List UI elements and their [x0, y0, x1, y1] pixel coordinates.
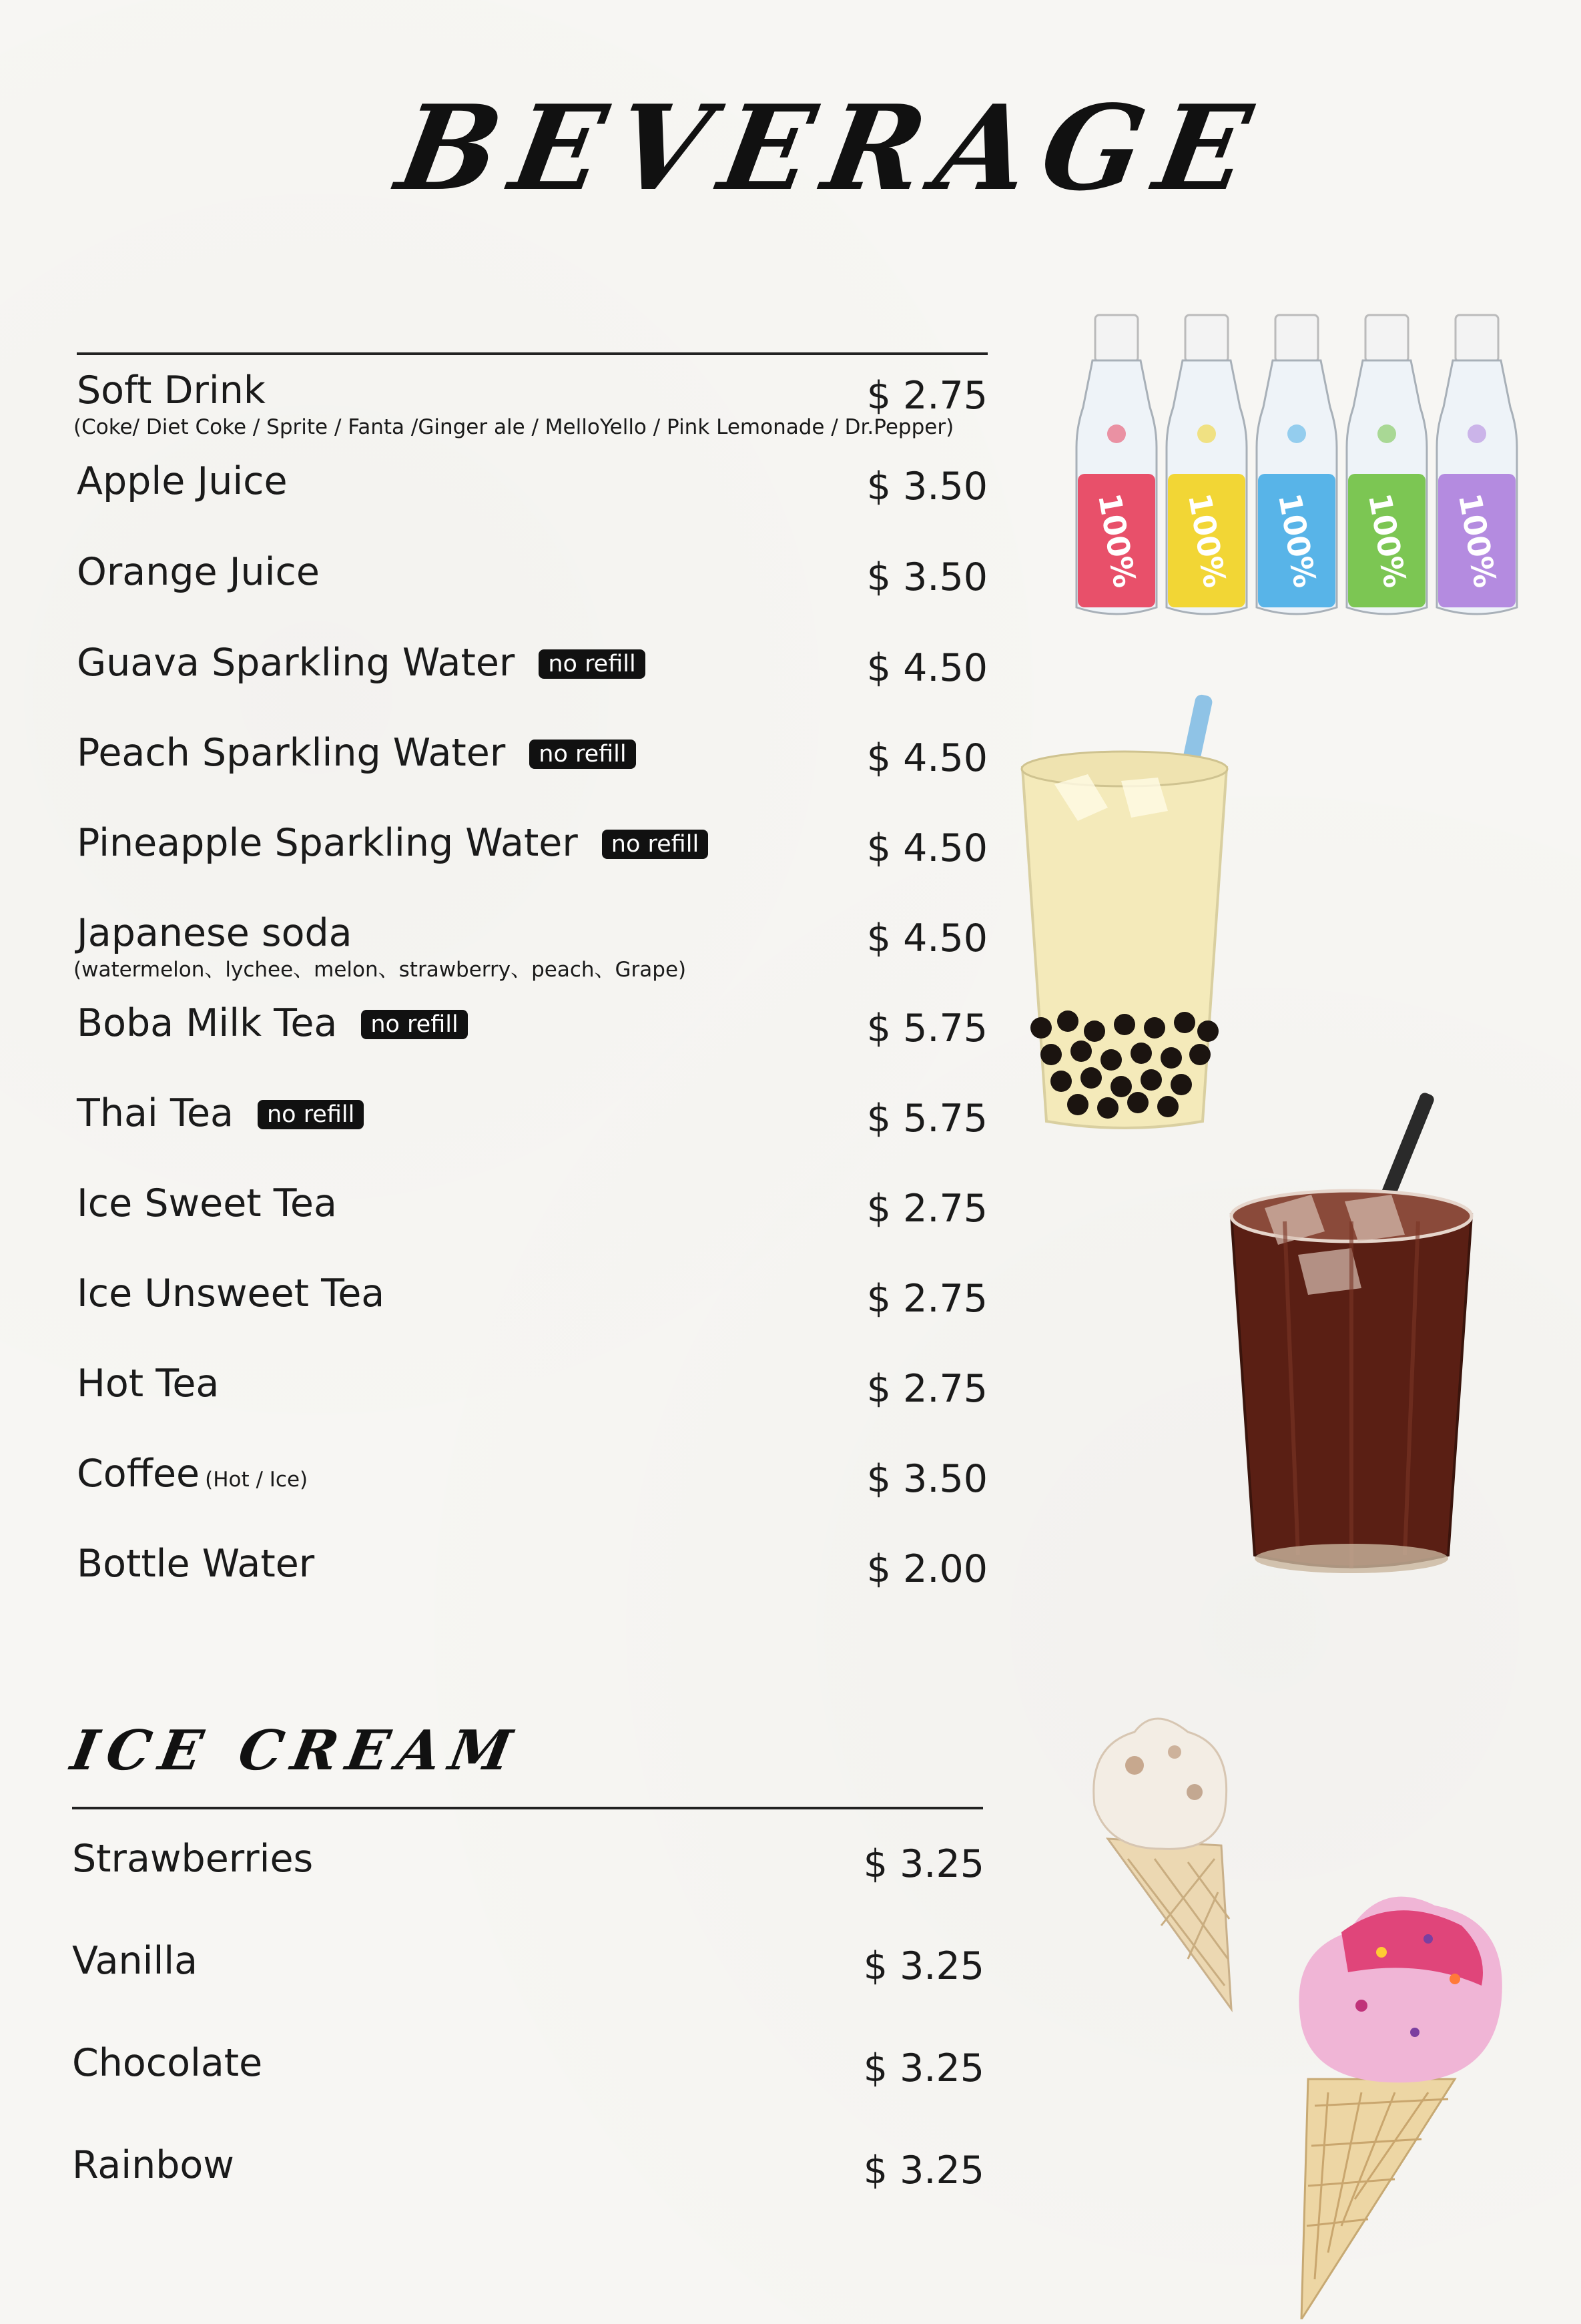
item-price: $ 3.25 — [863, 2046, 984, 2090]
no-refill-badge: no refill — [539, 649, 645, 679]
no-refill-badge: no refill — [361, 1010, 467, 1039]
item-name: Pineapple Sparkling Water no refill — [77, 820, 708, 872]
ramune-bottle — [1167, 315, 1247, 614]
beverage-title: BEVERAGE — [388, 80, 1274, 217]
item-name: Strawberries — [72, 1837, 314, 1881]
vanilla-cone-illustration — [1081, 1705, 1248, 2012]
menu-item — [0, 1450, 988, 1530]
menu-item — [0, 2040, 984, 2120]
menu-item — [0, 367, 988, 447]
item-name: Coffee (Hot / Ice) — [77, 1452, 308, 1496]
waffle-cone — [1301, 2079, 1455, 2319]
bottle-label: 100% — [1181, 491, 1233, 591]
ramune-bottle — [1076, 315, 1157, 614]
bottle-label: 100% — [1452, 491, 1504, 591]
item-name: Bottle Water — [77, 1542, 315, 1586]
ice-cream-divider — [72, 1807, 983, 1809]
item-price: $ 3.50 — [866, 1457, 988, 1501]
menu-item — [0, 1540, 988, 1621]
coffee-glass-base — [1255, 1544, 1448, 1573]
item-price: $ 2.75 — [866, 1277, 988, 1321]
bottle-label: 100% — [1091, 491, 1143, 591]
beverage-divider — [77, 352, 988, 355]
ice-cream-title: ICE CREAM — [66, 1719, 526, 1783]
menu-item — [0, 1270, 988, 1350]
item-name: Rainbow — [72, 2143, 234, 2187]
item-price: $ 4.50 — [866, 826, 988, 870]
item-price: $ 5.75 — [866, 1097, 988, 1141]
no-refill-badge: no refill — [529, 740, 635, 769]
vanilla-scoop — [1094, 1719, 1227, 1849]
menu-item — [0, 1835, 984, 1916]
item-price: $ 2.75 — [866, 374, 988, 418]
bottle-label: 100% — [1361, 491, 1413, 591]
no-refill-badge: no refill — [602, 830, 708, 859]
item-name: Japanese soda — [77, 911, 352, 955]
item-description: (Coke/ Diet Coke / Sprite / Fanta /Ginger ale / MelloYello / Pink Lemonade / Dr.Pepper) — [73, 415, 954, 439]
item-price: $ 3.25 — [863, 1842, 984, 1886]
item-name: Chocolate — [72, 2041, 263, 2085]
menu-item — [0, 2142, 984, 2222]
bottle-label: 100% — [1271, 491, 1323, 591]
menu-item — [0, 1180, 988, 1260]
menu-item — [0, 458, 988, 538]
menu-item — [0, 639, 988, 719]
menu-item — [0, 549, 988, 629]
item-price: $ 3.50 — [866, 555, 988, 599]
item-name: Ice Sweet Tea — [77, 1181, 337, 1225]
boba-cup — [1022, 768, 1227, 1128]
item-description: (watermelon、lychee、melon、strawberry、peach、Grape) — [73, 958, 687, 982]
item-price: $ 3.50 — [866, 465, 988, 509]
item-price: $ 3.25 — [863, 1944, 984, 1988]
menu-item — [0, 1938, 984, 2018]
item-name: Thai Tea no refill — [77, 1090, 364, 1143]
boba-milk-tea-illustration — [1014, 694, 1235, 1135]
item-price: $ 5.75 — [866, 1006, 988, 1051]
ramune-bottle — [1437, 315, 1517, 614]
menu-item — [0, 1360, 988, 1440]
item-name: Boba Milk Tea no refill — [77, 1000, 468, 1053]
pink-cone-illustration — [1288, 1879, 1522, 2319]
item-name: Ice Unsweet Tea — [77, 1271, 385, 1316]
item-name: Guava Sparkling Water no refill — [77, 639, 645, 692]
item-name: Apple Juice — [77, 459, 288, 503]
item-price: $ 4.50 — [866, 916, 988, 960]
menu-item — [0, 820, 988, 900]
menu-item — [0, 1090, 988, 1170]
menu-item — [0, 910, 988, 990]
item-price: $ 4.50 — [866, 736, 988, 780]
item-price: $ 2.75 — [866, 1187, 988, 1231]
item-name: Soft Drink — [77, 368, 266, 412]
small-cone — [1108, 1839, 1231, 2009]
item-price: $ 4.50 — [866, 646, 988, 690]
ramune-bottle — [1257, 315, 1337, 614]
no-refill-badge: no refill — [258, 1100, 364, 1129]
ramune-bottles-illustration — [1071, 314, 1538, 627]
ramune-bottle — [1347, 315, 1427, 614]
item-price: $ 3.25 — [863, 2148, 984, 2193]
item-name: Vanilla — [72, 1939, 198, 1983]
item-price: $ 2.75 — [866, 1367, 988, 1411]
menu-item — [0, 1000, 988, 1080]
menu-item — [0, 730, 988, 810]
item-name: Orange Juice — [77, 550, 320, 594]
item-name: Peach Sparkling Water no refill — [77, 730, 636, 782]
iced-coffee-illustration — [1225, 1088, 1478, 1582]
item-price: $ 2.00 — [866, 1547, 988, 1591]
item-name: Hot Tea — [77, 1362, 220, 1406]
